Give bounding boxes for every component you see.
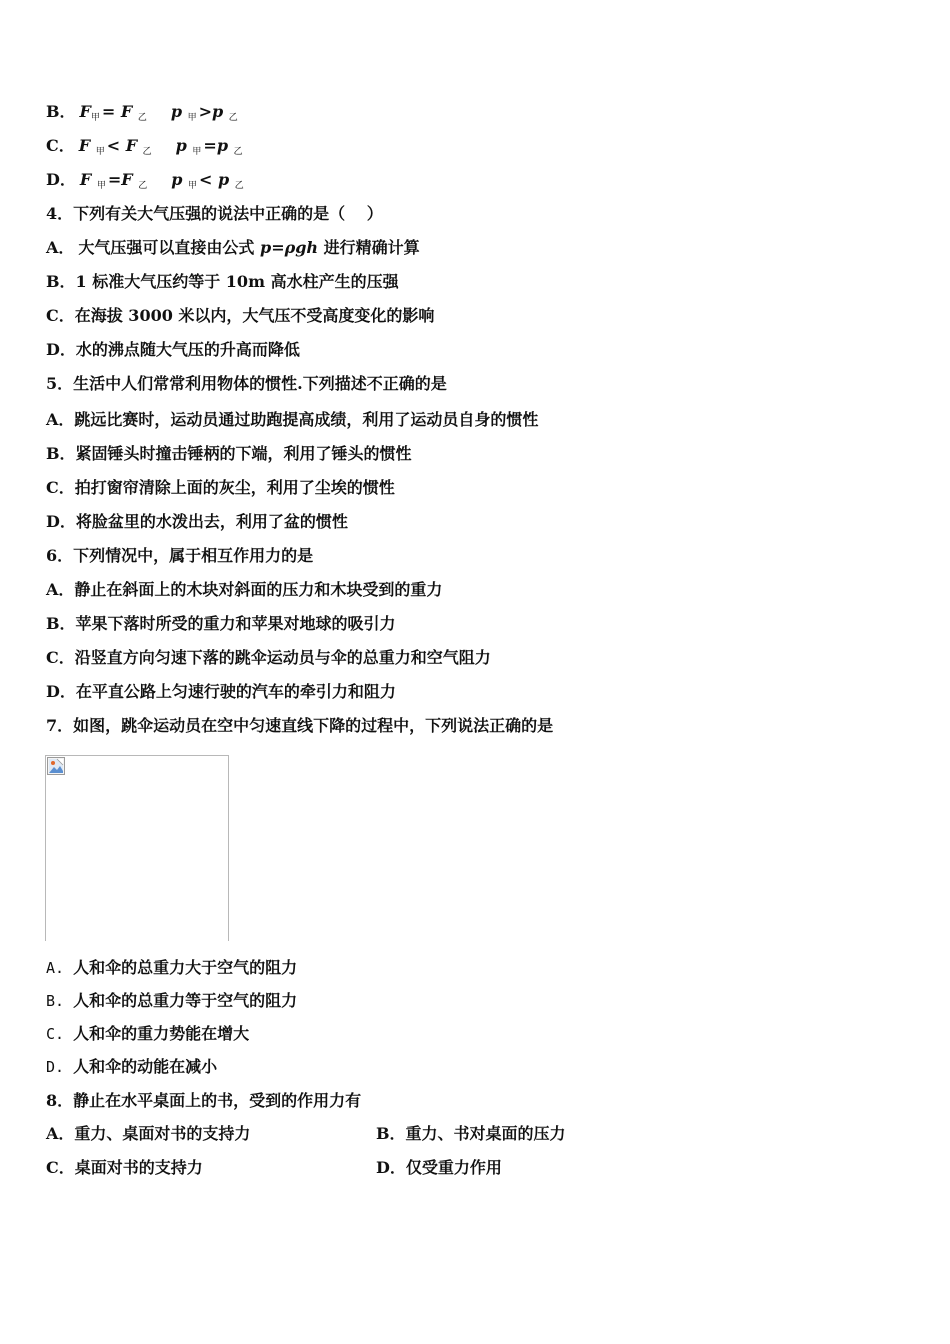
- q3-option-b: B． F甲 = F 乙 p 甲 >p 乙: [46, 102, 238, 123]
- q7-option-c: C. 人和伞的重力势能在增大: [46, 1024, 250, 1043]
- option-label: C．: [46, 136, 75, 155]
- q7-option-b: B. 人和伞的总重力等于空气的阻力: [46, 991, 298, 1010]
- q3-option-c: C． F 甲 < F 乙 p 甲 =p 乙: [46, 136, 243, 157]
- q8-option-a: A．重力、桌面对书的支持力: [46, 1124, 251, 1143]
- option-label: B．: [46, 102, 76, 121]
- q6-option-d: D．在平直公路上匀速行驶的汽车的牵引力和阻力: [46, 682, 396, 701]
- q4-option-d: D．水的沸点随大气压的升高而降低: [46, 340, 300, 359]
- q8-option-d: D．仅受重力作用: [376, 1158, 502, 1177]
- q7-stem: 7．如图，跳伞运动员在空中匀速直线下降的过程中，下列说法正确的是: [46, 716, 554, 735]
- broken-image-placeholder: [45, 755, 229, 941]
- q5-option-d: D．将脸盆里的水泼出去，利用了盆的惯性: [46, 512, 348, 531]
- q6-option-b: B．苹果下落时所受的重力和苹果对地球的吸引力: [46, 614, 396, 633]
- q4-option-b: B．1 标准大气压约等于 10m 高水柱产生的压强: [46, 272, 399, 291]
- q5-stem: 5．生活中人们常常利用物体的惯性.下列描述不正确的是: [46, 374, 447, 393]
- formula: p=ρgh: [260, 238, 319, 257]
- broken-image-icon: [47, 757, 65, 775]
- q8-stem: 8．静止在水平桌面上的书，受到的作用力有: [46, 1091, 362, 1110]
- q8-option-b: B．重力、书对桌面的压力: [376, 1124, 566, 1143]
- q7-option-d: D. 人和伞的动能在减小: [46, 1057, 218, 1076]
- q6-option-a: A．静止在斜面上的木块对斜面的压力和木块受到的重力: [46, 580, 443, 599]
- q5-option-c: C．拍打窗帘清除上面的灰尘，利用了尘埃的惯性: [46, 478, 395, 497]
- q4-stem: 4．下列有关大气压强的说法中正确的是（ ）: [46, 204, 383, 223]
- q6-stem: 6．下列情况中，属于相互作用力的是: [46, 546, 314, 565]
- q5-option-a: A．跳远比赛时，运动员通过助跑提高成绩，利用了运动员自身的惯性: [46, 410, 539, 429]
- q5-option-b: B．紧固锤头时撞击锤柄的下端，利用了锤头的惯性: [46, 444, 412, 463]
- q7-option-a: A. 人和伞的总重力大于空气的阻力: [46, 958, 298, 977]
- q4-option-c: C．在海拔 3000 米以内，大气压不受高度变化的影响: [46, 306, 435, 325]
- q8-option-c: C．桌面对书的支持力: [46, 1158, 203, 1177]
- q6-option-c: C．沿竖直方向匀速下落的跳伞运动员与伞的总重力和空气阻力: [46, 648, 491, 667]
- q4-option-a: A． 大气压强可以直接由公式 p=ρgh 进行精确计算: [46, 238, 420, 257]
- option-label: D．: [46, 170, 76, 189]
- q3-option-d: D． F 甲 =F 乙 p 甲 < p 乙: [46, 170, 244, 191]
